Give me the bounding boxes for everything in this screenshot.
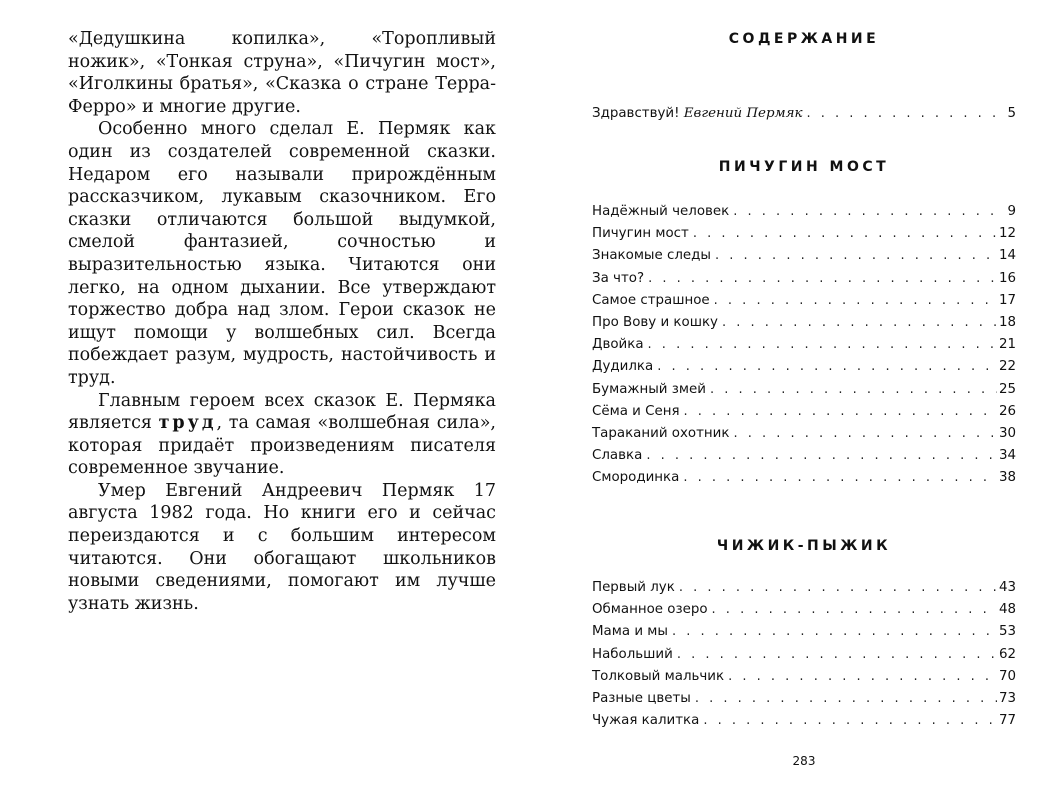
- leader-dots: [715, 245, 997, 267]
- toc-entry-page: 38: [998, 470, 1016, 486]
- toc-entry[interactable]: [592, 445, 1016, 467]
- leader-dots: [733, 201, 1005, 223]
- toc-entry-label: Пичугин мост: [592, 226, 689, 242]
- toc-entry[interactable]: [592, 290, 1016, 312]
- toc-entry-label: Сёма и Сеня: [592, 403, 680, 419]
- toc-entry[interactable]: [592, 688, 1016, 710]
- toc-entry-page: 62: [998, 646, 1016, 662]
- toc-entry-page: 77: [998, 713, 1016, 729]
- toc-entry[interactable]: [592, 401, 1016, 423]
- toc-entry[interactable]: [592, 103, 1016, 125]
- section-title-chizhik-pyzhik: ЧИЖИК-ПЫЖИК: [716, 538, 892, 554]
- toc-entry-label: Знакомые следы: [592, 248, 711, 264]
- toc-entry-page: 9: [1007, 204, 1016, 219]
- toc-entry-label: За что?: [592, 270, 645, 286]
- toc-entry[interactable]: [592, 577, 1016, 599]
- toc-entry-page: 34: [998, 448, 1016, 464]
- leader-dots: [712, 599, 997, 621]
- paragraph-3-end: , та самая «волшебная сила», которая придаёт произведениям писателя современное звучание.: [68, 413, 496, 479]
- leader-dots: [733, 423, 996, 445]
- toc-entry-page: 18: [998, 314, 1016, 330]
- toc-entry-label: Смородинка: [592, 470, 680, 486]
- toc-entry[interactable]: [592, 379, 1016, 401]
- toc-entry-page: 14: [998, 248, 1016, 264]
- leader-dots: [648, 268, 997, 290]
- toc-entry-page: 17: [998, 292, 1016, 308]
- toc-entry[interactable]: [592, 467, 1016, 489]
- toc-entry[interactable]: [592, 666, 1016, 688]
- toc-entry[interactable]: [592, 312, 1016, 334]
- table-of-contents-page: [592, 0, 1016, 800]
- leader-dots: [807, 103, 1006, 125]
- leader-dots: [646, 445, 997, 467]
- toc-entry-label: Толковый мальчик: [592, 668, 725, 684]
- toc-intro-list: [592, 103, 1016, 125]
- paragraph-3: [68, 390, 496, 480]
- toc-entry-label: Надёжный человек: [592, 204, 730, 219]
- toc-entry[interactable]: [592, 423, 1016, 445]
- toc-entry-page: 26: [998, 403, 1016, 419]
- toc-entry-label: Дудилка: [592, 359, 654, 375]
- toc-entry-page: 53: [998, 624, 1016, 640]
- toc-entry-page: 73: [998, 690, 1016, 706]
- toc-entry-page: 48: [998, 602, 1016, 618]
- leader-dots: [648, 334, 997, 356]
- toc-entry-label: [592, 103, 807, 125]
- leader-dots: [684, 401, 997, 423]
- toc-entry-page: 30: [998, 425, 1016, 441]
- toc-entry-label: Самое страшное: [592, 292, 710, 308]
- toc-section-1-list: [592, 201, 1016, 489]
- toc-entry[interactable]: [592, 599, 1016, 621]
- leader-dots: [710, 379, 997, 401]
- toc-entry[interactable]: [592, 268, 1016, 290]
- toc-entry[interactable]: [592, 223, 1016, 245]
- toc-entry-label: Набольший: [592, 646, 673, 662]
- toc-entry[interactable]: [592, 356, 1016, 378]
- toc-entry-page: 12: [998, 226, 1016, 242]
- toc-entry[interactable]: [592, 710, 1016, 732]
- toc-entry-label: Мама и мы: [592, 624, 668, 640]
- leader-dots: [672, 621, 997, 643]
- toc-entry[interactable]: [592, 644, 1016, 666]
- leader-dots: [693, 223, 997, 245]
- toc-entry-label: Разные цветы: [592, 690, 691, 706]
- toc-title: СОДЕРЖАНИЕ: [728, 31, 880, 47]
- leader-dots: [677, 644, 997, 666]
- paragraph-4: Умер Евгений Андреевич Пермяк 17 августа 1982 года. Но книги его и сейчас переиздаются и с большим интересом читаются. Они обогащают школьников новыми сведениями, помогают им лучше узнать жизнь.: [68, 480, 496, 614]
- toc-entry[interactable]: [592, 334, 1016, 356]
- toc-entry-label: Тараканий охотник: [592, 425, 730, 441]
- toc-entry-label: Обманное озеро: [592, 602, 708, 618]
- leader-dots: [683, 467, 997, 489]
- toc-intro-author: Евгений Пермяк: [683, 106, 803, 121]
- toc-entry-page: 21: [998, 337, 1016, 353]
- leader-dots: [695, 688, 997, 710]
- toc-section-2-list: [592, 577, 1016, 732]
- toc-entry-page: 16: [998, 270, 1016, 286]
- leader-dots: [728, 666, 997, 688]
- toc-entry-page: 22: [998, 359, 1016, 375]
- left-page-text: [68, 28, 496, 615]
- toc-intro-label: Здравствуй!: [592, 106, 680, 121]
- leader-dots: [679, 577, 997, 599]
- toc-entry-label: Славка: [592, 448, 643, 464]
- toc-entry-label: Первый лук: [592, 580, 675, 595]
- paragraph-2: Особенно много сделал Е. Пермяк как один из создателей современной сказки. Недаром его называли прирождённым рассказчиком, лукавым сказочником. Его сказки отличаются большой выдумкой, смелой фантазией, сочностью и выразительностью языка. Читаются они легко, на одном дыхании. Все утверждают торжество добра над злом. Герои сказок не ищут помощи у волшебных сил. Всегда побеждает разум, мудрость, настойчивость и труд.: [68, 119, 496, 388]
- leader-dots: [722, 312, 997, 334]
- toc-entry[interactable]: [592, 621, 1016, 643]
- toc-entry-label: Про Вову и кошку: [592, 314, 718, 330]
- leader-dots: [714, 290, 997, 312]
- toc-entry-page: 43: [998, 580, 1016, 595]
- section-title-pichugin-most: ПИЧУГИН МОСТ: [718, 159, 890, 175]
- toc-entry[interactable]: [592, 201, 1016, 223]
- toc-entry-label: Двойка: [592, 337, 644, 353]
- toc-entry-page: 5: [1007, 106, 1016, 121]
- toc-entry-page: 25: [998, 381, 1016, 397]
- toc-entry-label: Бумажный змей: [592, 381, 706, 397]
- page-number: 283: [792, 754, 816, 768]
- leader-dots: [657, 356, 997, 378]
- leader-dots: [703, 710, 997, 732]
- paragraph-3-start: Главным героем всех сказок Е. Пермяка является: [68, 390, 496, 434]
- toc-entry-page: 70: [998, 668, 1016, 684]
- toc-entry[interactable]: [592, 245, 1016, 267]
- paragraph-3-emphasis: труд: [158, 413, 217, 434]
- toc-entry-label: Чужая калитка: [592, 713, 700, 729]
- paragraph-1: «Дедушкина копилка», «Торопливый ножик», «Тонкая струна», «Пичугин мост», «Иголкины братья», «Сказка о стране Терра-Ферро» и многие другие.: [68, 29, 496, 117]
